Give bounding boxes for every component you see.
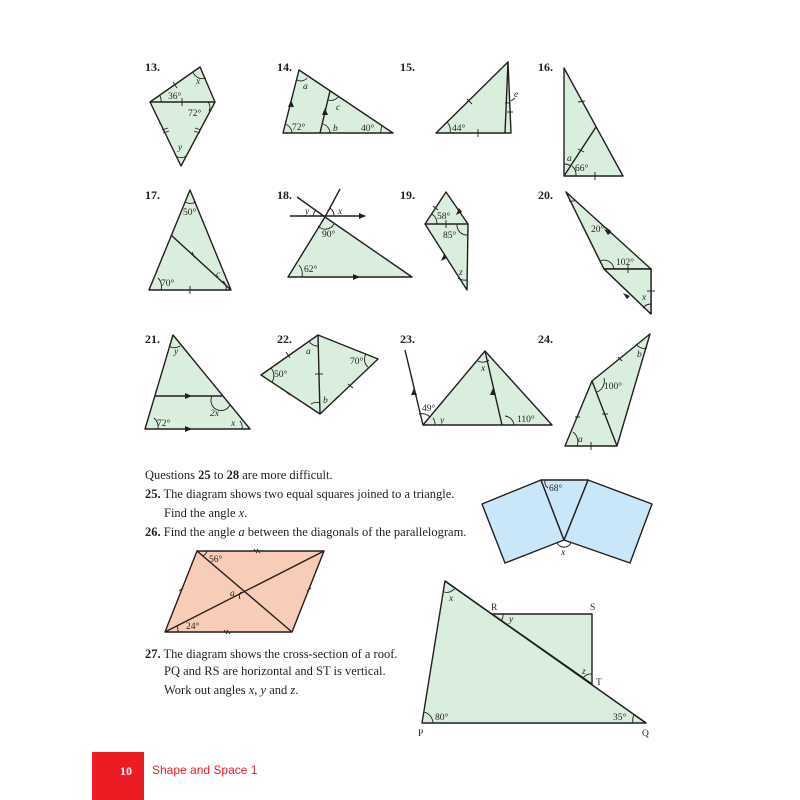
- section-title: Shape and Space 1: [152, 763, 258, 777]
- svg-text:x: x: [561, 548, 566, 558]
- svg-text:56°: 56°: [209, 555, 223, 565]
- svg-text:50°: 50°: [274, 370, 288, 380]
- q27-text-line2: PQ and RS are horizontal and ST is vertical.: [164, 664, 386, 678]
- svg-text:S: S: [590, 603, 596, 613]
- svg-text:24°: 24°: [186, 622, 200, 632]
- svg-text:x: x: [449, 594, 454, 604]
- svg-text:62°: 62°: [304, 265, 318, 275]
- svg-text:2x: 2x: [210, 409, 219, 419]
- question-number: 21.: [145, 332, 160, 346]
- svg-text:a: a: [567, 154, 572, 164]
- svg-text:T: T: [596, 678, 602, 688]
- q25-text-line1: 25. The diagram shows two equal squares joined to a triangle.: [145, 487, 455, 501]
- svg-text:x: x: [196, 77, 201, 87]
- svg-text:x: x: [231, 419, 236, 429]
- svg-text:a: a: [230, 589, 235, 599]
- svg-text:100°: 100°: [604, 382, 623, 392]
- svg-text:102°: 102°: [616, 258, 635, 268]
- page-number: 10: [120, 764, 132, 778]
- svg-text:20°: 20°: [591, 225, 605, 235]
- harder-intro: Questions 25 to 28 are more difficult.: [145, 468, 333, 482]
- svg-text:b: b: [323, 396, 328, 406]
- q25-text-line2: Find the angle x.: [164, 506, 248, 520]
- svg-text:70°: 70°: [350, 357, 364, 367]
- svg-text:58°: 58°: [437, 212, 451, 222]
- svg-text:40°: 40°: [361, 124, 375, 134]
- svg-text:a: a: [306, 347, 311, 357]
- svg-text:x: x: [642, 293, 647, 303]
- q27-text-line1: 27. The diagram shows the cross-section of a roof.: [145, 647, 398, 661]
- question-number: 24.: [538, 332, 553, 346]
- svg-text:R: R: [491, 603, 498, 613]
- svg-text:a: a: [578, 435, 583, 445]
- svg-text:66°: 66°: [575, 164, 589, 174]
- svg-text:c: c: [336, 103, 341, 113]
- svg-text:x: x: [338, 207, 343, 217]
- svg-text:z: z: [582, 667, 586, 677]
- question-number: 19.: [400, 188, 415, 202]
- svg-text:110°: 110°: [517, 415, 535, 425]
- svg-text:49°: 49°: [422, 404, 436, 414]
- page-number-tab: [92, 752, 144, 800]
- svg-text:z: z: [459, 268, 463, 278]
- svg-text:b: b: [637, 350, 642, 360]
- svg-text:c: c: [216, 270, 221, 280]
- q27-text-line3: Work out angles x, y and z.: [164, 683, 299, 697]
- svg-text:y: y: [509, 615, 514, 625]
- svg-text:a: a: [303, 82, 308, 92]
- svg-text:x: x: [481, 364, 486, 374]
- svg-text:80°: 80°: [435, 713, 449, 723]
- svg-text:y: y: [440, 416, 445, 426]
- svg-text:50°: 50°: [183, 208, 197, 218]
- question-number: 23.: [400, 332, 415, 346]
- question-number: 14.: [277, 60, 292, 74]
- svg-text:68°: 68°: [549, 484, 563, 494]
- svg-text:e: e: [514, 90, 519, 100]
- question-number: 16.: [538, 60, 553, 74]
- svg-text:72°: 72°: [188, 109, 202, 119]
- svg-text:70°: 70°: [161, 279, 175, 289]
- svg-text:36°: 36°: [168, 92, 182, 102]
- svg-text:90°: 90°: [322, 230, 336, 240]
- svg-text:72°: 72°: [292, 123, 306, 133]
- q26-text: 26. Find the angle a between the diagonals of the parallelogram.: [145, 525, 467, 539]
- svg-text:y: y: [178, 143, 183, 153]
- svg-text:b: b: [333, 124, 338, 134]
- svg-text:y: y: [174, 347, 179, 357]
- question-number: 18.: [277, 188, 292, 202]
- svg-text:72°: 72°: [157, 419, 171, 429]
- question-number: 13.: [145, 60, 160, 74]
- svg-text:y: y: [305, 207, 310, 217]
- svg-text:P: P: [418, 729, 424, 739]
- question-number: 15.: [400, 60, 415, 74]
- svg-text:85°: 85°: [443, 231, 457, 241]
- svg-text:Q: Q: [642, 729, 649, 739]
- question-number: 20.: [538, 188, 553, 202]
- svg-text:44°: 44°: [452, 124, 466, 134]
- svg-text:35°: 35°: [613, 713, 627, 723]
- question-number: 22.: [277, 332, 292, 346]
- question-number: 17.: [145, 188, 160, 202]
